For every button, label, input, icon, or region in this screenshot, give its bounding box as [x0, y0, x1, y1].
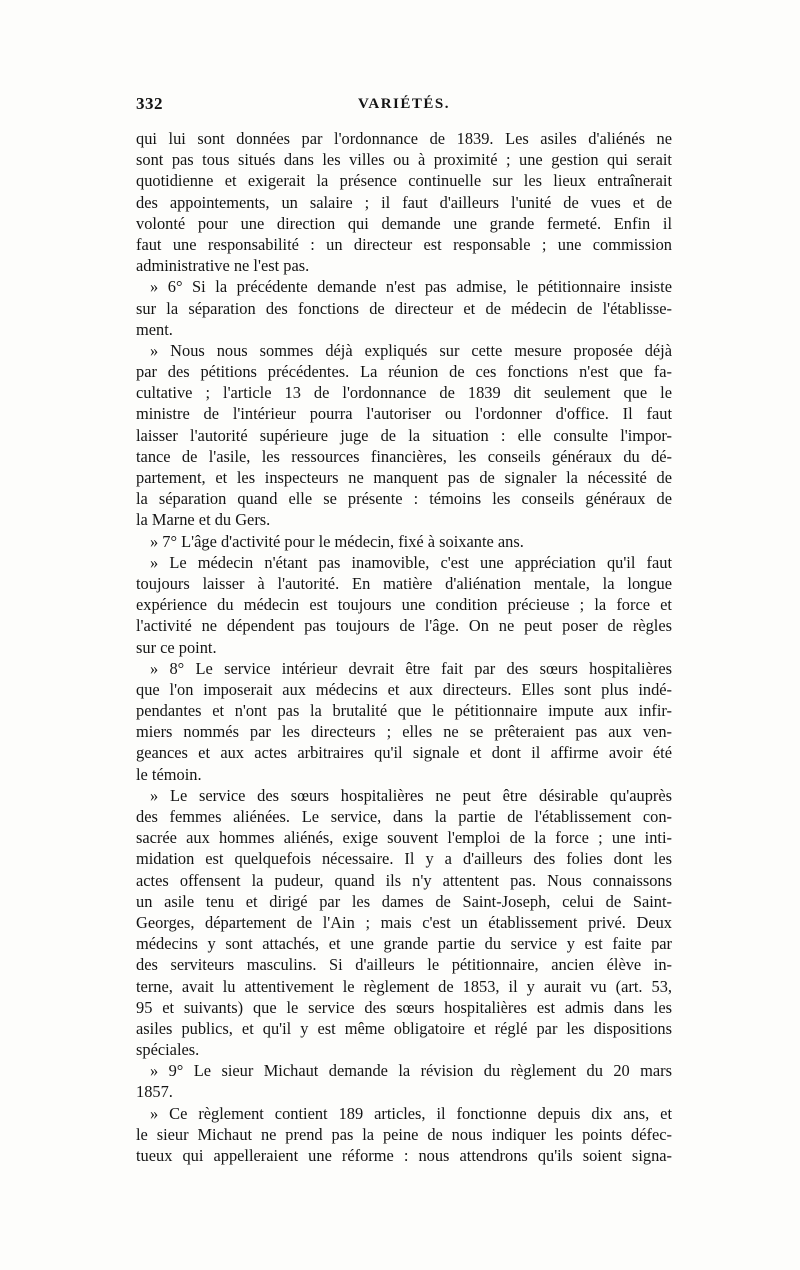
text-line: pendantes et n'ont pas la brutalité que le pétitionnaire impute aux infir-: [136, 701, 672, 721]
page-header: [136, 92, 672, 116]
running-head: VARIÉTÉS.: [357, 96, 450, 112]
text-line: sont pas tous situés dans les villes ou à proximité ; une gestion qui serait: [136, 150, 672, 170]
text-line: expérience du médecin est toujours une condition précieuse ; la force et: [136, 595, 672, 615]
text-line: miers nommés par les directeurs ; elles ne se prêteraient pas aux ven-: [136, 722, 672, 742]
text-line: » Le service des sœurs hospitalières ne peut être désirable qu'auprès: [150, 785, 672, 805]
text-line: » Ce règlement contient 189 articles, il fonctionne depuis dix ans, et: [150, 1103, 672, 1123]
text-line: laisser l'autorité supérieure juge de la situation : elle consulte l'impor-: [136, 425, 672, 445]
text-line: tueux qui appelleraient une réforme : nous attendrons qu'ils soient signa-: [136, 1146, 672, 1165]
text-line: Georges, département de l'Ain ; mais c'est un établissement privé. Deux: [136, 912, 672, 932]
text-line: des appointements, un salaire ; il faut d'ailleurs l'unité de vues et de: [136, 192, 672, 212]
text-line: l'activité ne dépendent pas toujours de l'âge. On ne peut poser de règles: [136, 616, 672, 636]
text-line: des serviteurs masculins. Si d'ailleurs le pétitionnaire, ancien élève in-: [136, 955, 672, 975]
text-line: médecins y sont attachés, et une grande partie du service y est faite par: [136, 934, 672, 954]
text-line: geances et aux actes arbitraires qu'il signale et dont il affirme avoir été: [136, 743, 672, 763]
text-line: partement, et les inspecteurs ne manquent pas de signaler la nécessité de: [136, 468, 672, 487]
text-line: cultative ; l'article 13 de l'ordonnance de 1839 dit seulement que le: [136, 383, 672, 403]
text-line: volonté pour une direction qui demande une grande fermeté. Enfin il: [136, 213, 672, 233]
text-line: asiles publics, et qu'il y est même obligatoire et réglé par les dispositions: [136, 1018, 672, 1038]
text-line: » 6° Si la précédente demande n'est pas admise, le pétitionnaire insiste: [150, 277, 672, 297]
text-line: midation est quelquefois nécessaire. Il y a d'ailleurs des folies dont les: [136, 849, 672, 869]
text-line: par des pétitions précédentes. La réunion de ces fonctions n'est que fa-: [136, 362, 672, 382]
text-line: la séparation quand elle se présente : témoins les conseils généraux de: [136, 489, 672, 509]
text-line: que l'on imposerait aux médecins et aux directeurs. Elles sont plus indé-: [136, 679, 672, 699]
page-number: 332: [136, 94, 163, 113]
text-line: ministre de l'intérieur pourra l'autoriser ou l'ordonner d'office. Il faut: [136, 404, 672, 424]
text-line: un asile tenu et dirigé par les dames de Saint-Joseph, celui de Saint-: [136, 891, 672, 911]
text-line: sacrée aux hommes aliénés, exige souvent l'emploi de la force ; une inti-: [136, 828, 672, 848]
text-line: qui lui sont données par l'ordonnance de 1839. Les asiles d'aliénés ne: [136, 129, 672, 148]
text-line: tance de l'asile, les ressources financières, les conseils généraux du dé-: [136, 446, 672, 466]
text-line: » 8° Le service intérieur devrait être fait par des sœurs hospitalières: [150, 658, 672, 678]
text-line: » Nous nous sommes déjà expliqués sur cette mesure proposée déjà: [150, 340, 672, 360]
text-line: sur ce point.: [136, 637, 217, 657]
text-line: quotidienne et exigerait la présence continuelle sur les lieux entraînerait: [136, 171, 672, 191]
text-line: spéciales.: [136, 1040, 200, 1060]
text-line: actes offensent la pudeur, quand ils n'y attentent pas. Nous connaissons: [136, 870, 672, 890]
text-line: sur la séparation des fonctions de directeur et de médecin de l'établisse-: [136, 298, 672, 318]
text-line: toujours laisser à l'autorité. En matière d'aliénation mentale, la longue: [136, 573, 672, 593]
text-line: le sieur Michaut ne prend pas la peine de nous indiquer les points défec-: [136, 1124, 672, 1144]
text-line: faut une responsabilité : un directeur est responsable ; une commission: [136, 234, 672, 254]
text-line: des femmes aliénées. Le service, dans la partie de l'établissement con-: [136, 807, 672, 826]
text-line: » 9° Le sieur Michaut demande la révision du règlement du 20 mars: [150, 1061, 672, 1081]
text-line: terne, avait lu attentivement le règlement de 1853, il y aurait vu (art. 53,: [136, 976, 672, 996]
text-line: la Marne et du Gers.: [136, 510, 271, 530]
body-text: [136, 128, 672, 1166]
text-line: administrative ne l'est pas.: [136, 256, 310, 276]
text-line: » 7° L'âge d'activité pour le médecin, fixé à soixante ans.: [150, 531, 524, 551]
text-line: le témoin.: [136, 764, 202, 784]
text-line: 1857.: [136, 1082, 173, 1102]
text-line: » Le médecin n'étant pas inamovible, c'est une appréciation qu'il faut: [150, 552, 672, 572]
text-line: ment.: [136, 319, 173, 339]
text-line: 95 et suivants) que le service des sœurs hospitalières est admis dans les: [136, 997, 672, 1017]
